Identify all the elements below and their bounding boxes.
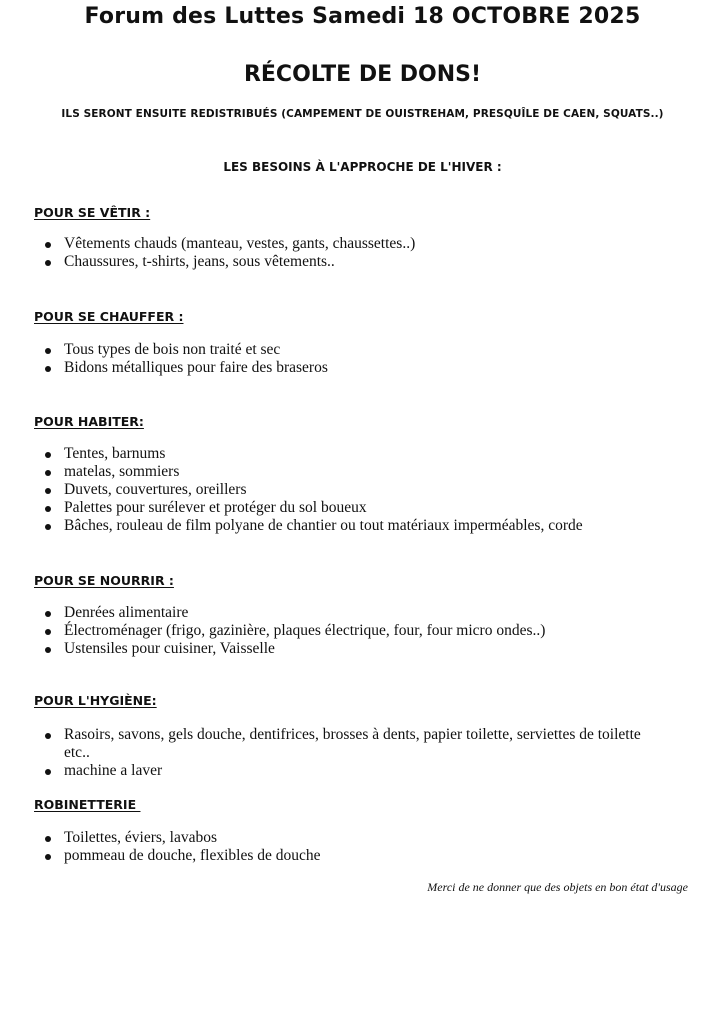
list-item: Bidons métalliques pour faire des braseros	[42, 359, 662, 377]
section-heading-nourrir: POUR SE NOURRIR :	[34, 573, 174, 588]
bullet-icon	[45, 611, 51, 617]
bullet-icon	[45, 260, 51, 266]
section-list-nourrir	[42, 604, 662, 658]
list-item: Denrées alimentaire	[42, 604, 662, 622]
bullet-icon	[45, 524, 51, 530]
list-item: Duvets, couvertures, oreillers	[42, 481, 662, 499]
list-item: Palettes pour surélever et protéger du sol boueux	[42, 499, 662, 517]
needs-intro: LES BESOINS À L'APPROCHE DE L'HIVER :	[223, 160, 502, 174]
bullet-icon	[45, 836, 51, 842]
bullet-icon	[45, 242, 51, 248]
bullet-icon	[45, 629, 51, 635]
list-item: Toilettes, éviers, lavabos	[42, 829, 662, 847]
bullet-icon	[45, 452, 51, 458]
bullet-icon	[45, 647, 51, 653]
section-list-chauffer	[42, 341, 662, 377]
list-item: Tentes, barnums	[42, 445, 662, 463]
section-list-hygiene	[42, 726, 662, 780]
list-item: Rasoirs, savons, gels douche, dentifrices, brosses à dents, papier toilette, serviettes de toilette etc..	[42, 726, 662, 762]
list-item: Chaussures, t-shirts, jeans, sous vêtements..	[42, 253, 662, 271]
page-title: Forum des Luttes Samedi 18 OCTOBRE 2025	[84, 4, 641, 29]
list-item: machine a laver	[42, 762, 662, 780]
list-item: pommeau de douche, flexibles de douche	[42, 847, 662, 865]
section-heading-hygiene: POUR L'HYGIÈNE:	[34, 693, 157, 708]
section-list-habiter	[42, 445, 662, 535]
bullet-icon	[45, 733, 51, 739]
footer-note: Merci de ne donner que des objets en bon état d'usage	[427, 880, 688, 894]
list-item: Vêtements chauds (manteau, vestes, gants, chaussettes..)	[42, 235, 662, 253]
list-item: Bâches, rouleau de film polyane de chantier ou tout matériaux imperméables, corde	[42, 517, 662, 535]
section-heading-chauffer: POUR SE CHAUFFER :	[34, 309, 184, 324]
list-item: Ustensiles pour cuisiner, Vaisselle	[42, 640, 662, 658]
bullet-icon	[45, 470, 51, 476]
bullet-icon	[45, 854, 51, 860]
bullet-icon	[45, 769, 51, 775]
redistribution-note: ILS SERONT ENSUITE REDISTRIBUÉS (CAMPEMENT DE OUISTREHAM, PRESQUÎLE DE CAEN, SQUATS..)	[61, 108, 664, 120]
section-heading-robinetterie: ROBINETTERIE	[34, 797, 141, 812]
list-item: Tous types de bois non traité et sec	[42, 341, 662, 359]
bullet-icon	[45, 506, 51, 512]
section-list-robinetterie	[42, 829, 662, 865]
bullet-icon	[45, 366, 51, 372]
page-subtitle: RÉCOLTE DE DONS!	[243, 62, 482, 87]
section-heading-vetir: POUR SE VÊTIR :	[34, 205, 151, 220]
bullet-icon	[45, 348, 51, 354]
section-heading-habiter: POUR HABITER:	[34, 414, 144, 429]
bullet-icon	[45, 488, 51, 494]
list-item: Électroménager (frigo, gazinière, plaques électrique, four, four micro ondes..)	[42, 622, 662, 640]
section-list-vetir	[42, 235, 662, 271]
list-item: matelas, sommiers	[42, 463, 662, 481]
